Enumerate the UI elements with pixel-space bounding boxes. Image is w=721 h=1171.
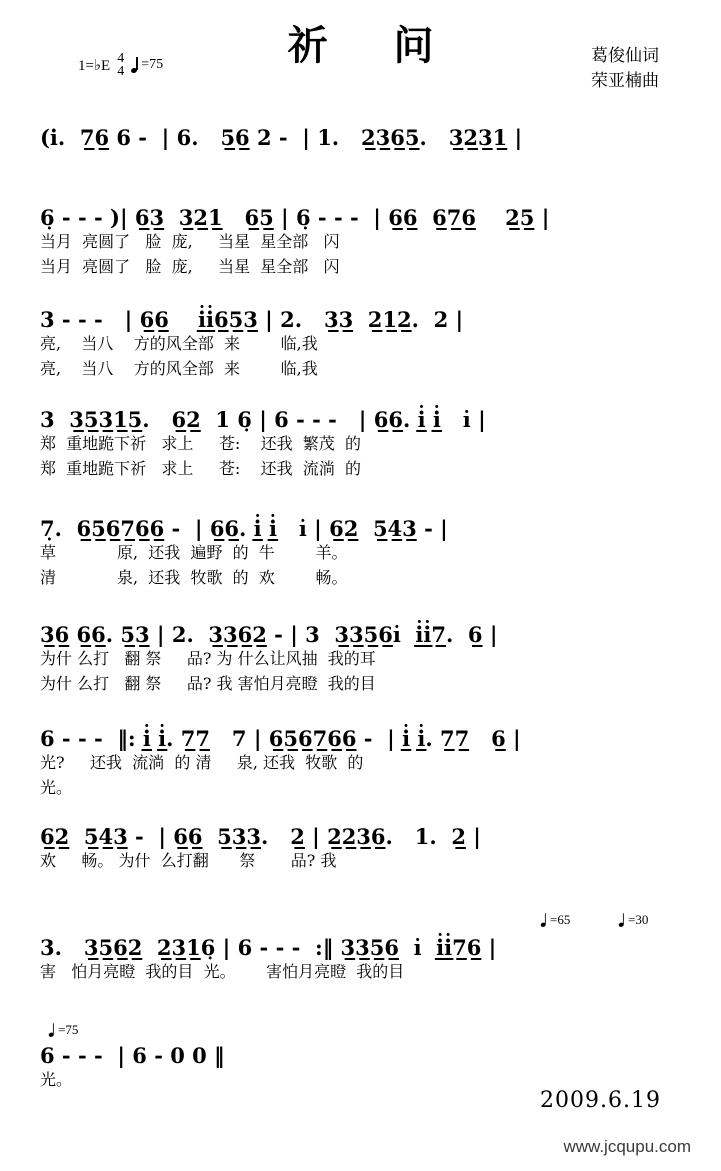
music-system-4	[40, 408, 685, 481]
notation-line: 3. 3̲5̲6̲2̲ 2̲3̲1̲6̣ | 6 - - - :‖ 3̲3̲5̲6̲ i̇ i̲̇i̲̇7̲6̲ |	[40, 935, 497, 960]
lyric-line-1: 害 怕月亮瞪 我的目 光。 害怕月亮瞪 我的目	[40, 962, 405, 982]
tempo-value: =65	[550, 912, 571, 927]
lyric-line-2: 清 泉, 还我 牧歌 的 欢 畅。	[40, 568, 348, 588]
lyric-line-2: 为什 么打 翻 祭 品? 我 害怕月亮瞪 我的目	[40, 674, 376, 694]
lyric-line-2: 亮, 当八 方的风全部 来 临,我	[40, 359, 318, 379]
tempo-marking-30	[618, 912, 648, 928]
notation-line: 3̲6̲ 6̲6̲. 5̲3̲ | 2. 3̲3̲6̲2̲ - | 3 3̲3̲5̲6̲i̇ i̲̇i̲̇7̲. 6̲ |	[40, 622, 498, 647]
key-signature: 1=♭E	[78, 57, 111, 74]
notation-line: 6̲2̲ 5̲4̲3̲ - | 6̲6̲ 5̲3̲3̲. 2̲ | 2̲2̲3̲6̲. 1. 2̲ |	[40, 824, 481, 849]
music-system-10	[40, 1022, 685, 1092]
time-signature-top: 4	[117, 51, 125, 66]
page-title: 祈 问	[287, 22, 460, 69]
lyric-line-1: 欢 畅。 为什 么打翻 祭 品? 我	[40, 851, 337, 871]
notation-line: 7̣. 6̲5̲6̲7̲6̲6̲ - | 6̲6̲. i̲̇ i̲̇ i̇ | 6̲2̲ 5̲4̲3̲ - |	[40, 516, 448, 541]
tempo-marking	[131, 57, 163, 73]
quarter-note-icon	[619, 914, 627, 927]
lyric-line-1: 当月 亮圆了 脸 庞, 当星 星全部 闪	[40, 232, 340, 252]
lyric-line-1: 光? 还我 流淌 的 清 泉, 还我 牧歌 的	[40, 753, 364, 773]
notation-line: (i. 7̲6̲ 6 - | 6. 5̲6̲ 2 - | 1. 2̲3̲6̲5̲. 3̲2̲3̲1̲ |	[40, 125, 523, 150]
music-system-3	[40, 308, 685, 381]
time-signature	[117, 52, 124, 79]
quarter-note-icon	[49, 1024, 57, 1037]
lyric-line-2: 光。	[40, 778, 73, 798]
notation-line: 3 - - - | 6̲6̲ i̲̇i̲̇6̲5̲3̲ | 2. 3̲3̲ 2̲1̲2̲. 2 |	[40, 307, 464, 332]
tempo-value: =75	[58, 1022, 79, 1037]
quarter-note-icon	[541, 914, 549, 927]
notation-line: 6̣ - - - )| 6̲3̲ 3̲2̲1̲ 6̲5̲ | 6̣ - - - | 6̲6̲ 6̲7̲6̲ 2̲5̲ |	[40, 205, 550, 230]
lyricist: 葛俊仙词	[591, 46, 659, 66]
notation-line: 3 3̲5̲3̲1̲5̲. 6̲2̲ 1 6̣ | 6 - - - | 6̲6̲. i̲̇ i̲̇ i̇ |	[40, 407, 486, 432]
quarter-note-icon	[131, 58, 140, 73]
credits	[591, 44, 659, 93]
tempo-marking-65	[540, 912, 570, 928]
composer: 荣亚楠曲	[591, 70, 659, 91]
tempo-and-key-block	[78, 52, 163, 79]
lyric-line-1: 为什 么打 翻 祭 品? 为 什么让风抽 我的耳	[40, 649, 376, 669]
music-system-9	[40, 912, 685, 984]
lyric-line-2: 当月 亮圆了 脸 庞, 当星 星全部 闪	[40, 257, 340, 277]
time-signature-bottom: 4	[117, 64, 125, 80]
website-watermark: www.jcqupu.com	[563, 1137, 691, 1156]
lyric-line-1: 郑 重地跪下祈 求上 苍: 还我 繁茂 的	[40, 434, 361, 454]
notation-line: 6 - - - | 6 - 0 0 ‖	[40, 1043, 225, 1068]
lyric-line-1: 光。	[40, 1070, 73, 1090]
tempo-value: =30	[628, 912, 649, 927]
lyric-line-2: 郑 重地跪下祈 求上 苍: 还我 流淌 的	[40, 459, 361, 479]
tempo-value: =75	[141, 57, 164, 73]
lyric-line-1: 草 原, 还我 遍野 的 牛 羊。	[40, 543, 348, 563]
music-system-6	[40, 623, 685, 696]
lyric-line-1: 亮, 当八 方的风全部 来 临,我	[40, 334, 318, 354]
tempo-marking-75	[48, 1022, 78, 1038]
music-system-8	[40, 825, 685, 873]
music-system-7	[40, 727, 685, 800]
music-system-5	[40, 517, 685, 590]
composition-date: 2009.6.19	[540, 1088, 661, 1113]
music-system-2	[40, 206, 685, 279]
notation-line: 6 - - - ‖: i̲̇ i̲̇. 7̲7̲ 7 | 6̲5̲6̲7̲6̲6̲ - | i̲̇ i̲̇. 7̲7̲ 6̲ |	[40, 726, 521, 751]
music-system-1	[40, 126, 685, 150]
